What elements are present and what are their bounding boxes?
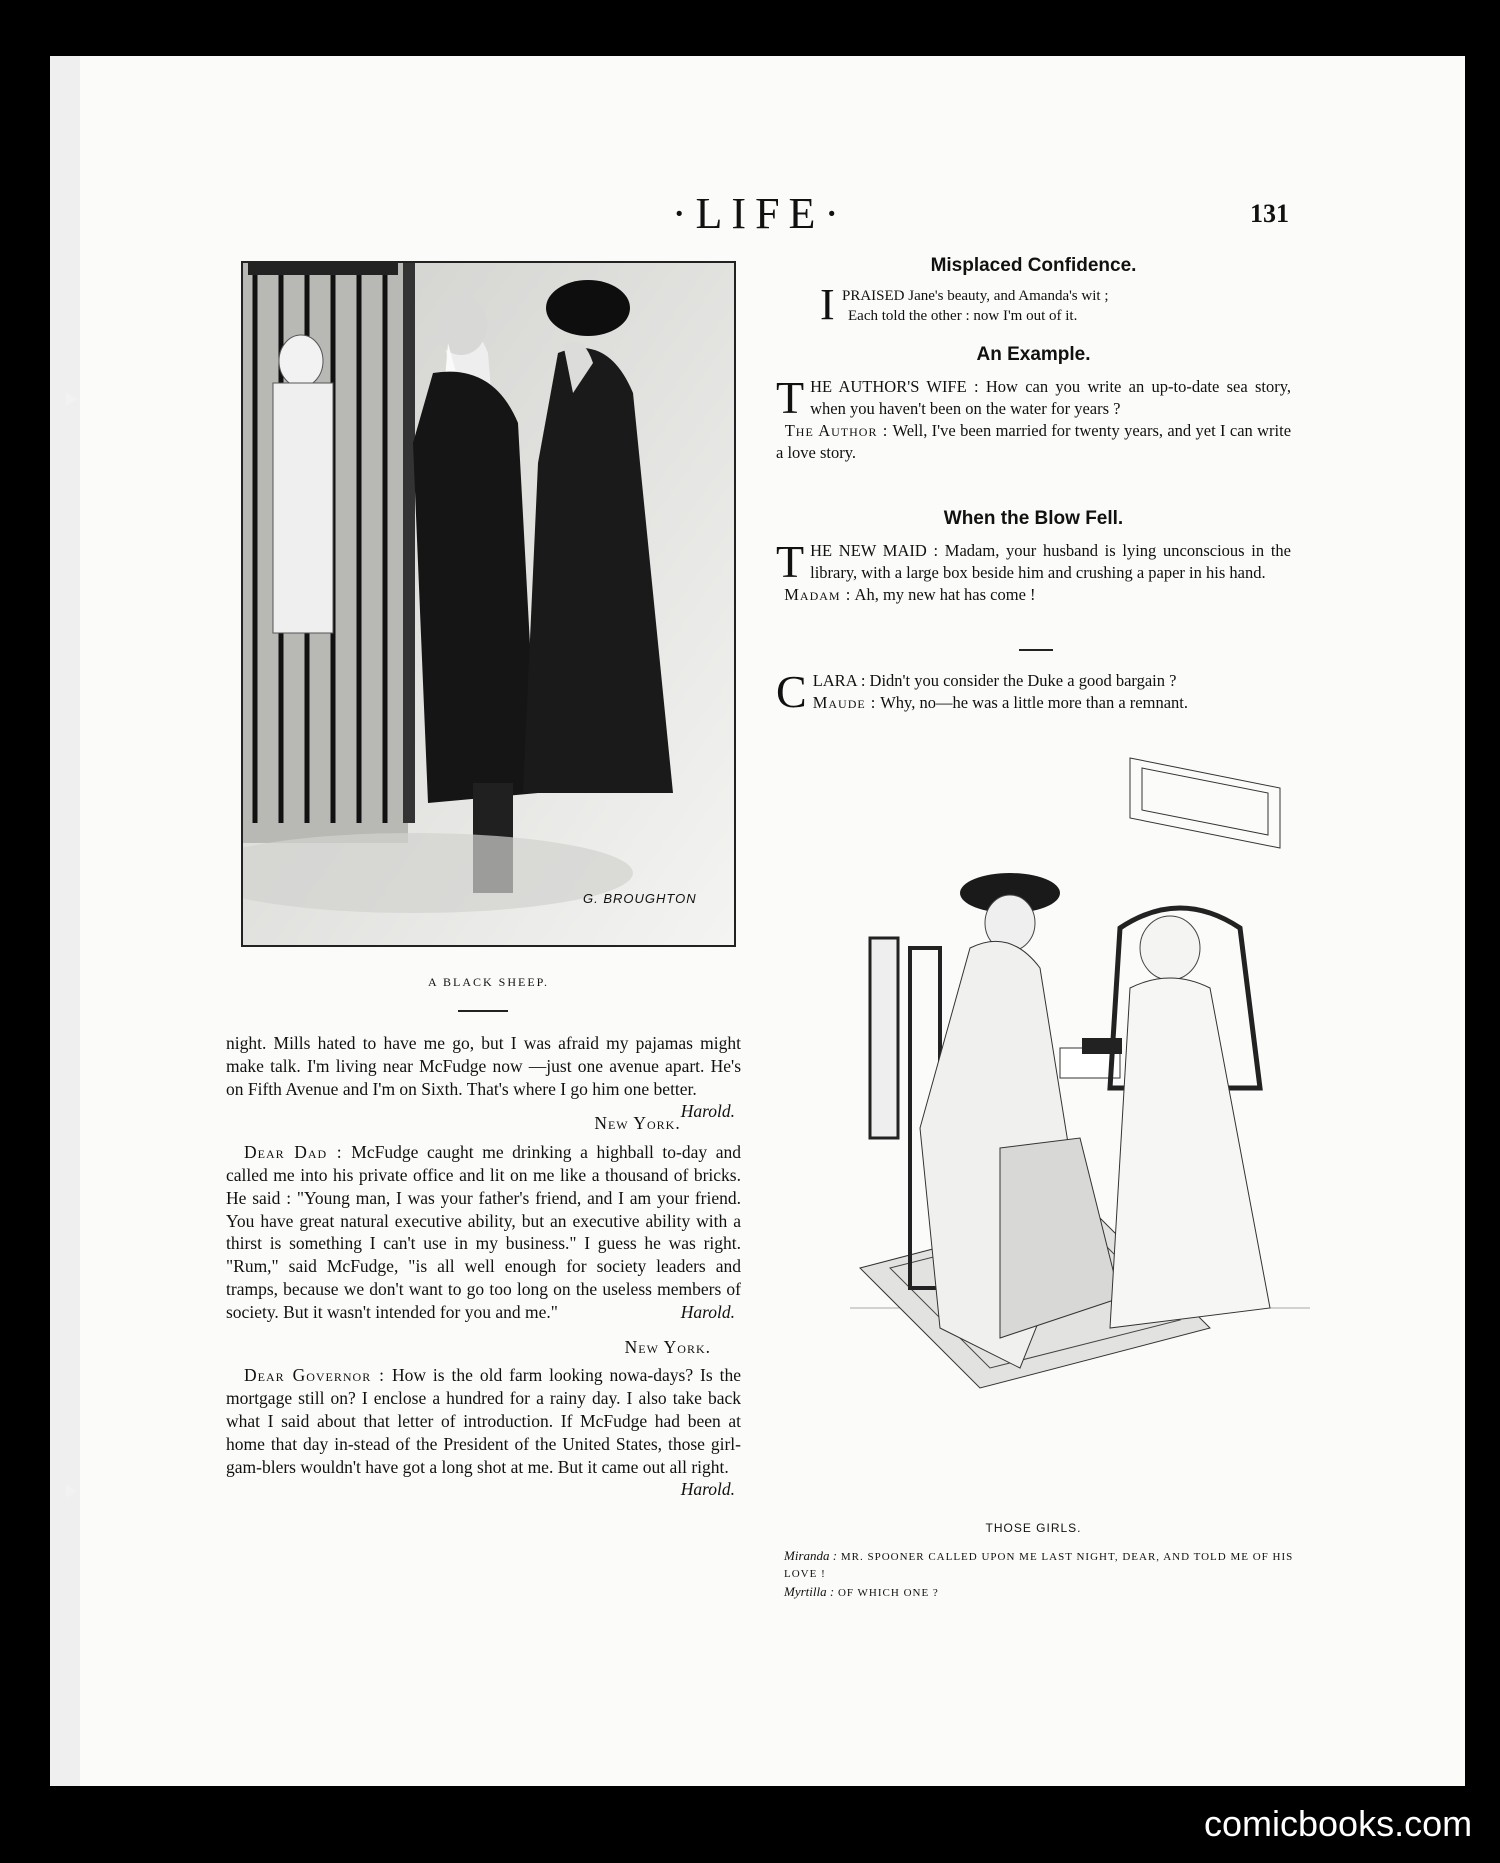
illustration-black-sheep bbox=[241, 261, 736, 947]
page-number: 131 bbox=[1250, 199, 1289, 228]
illustration-black-sheep-art bbox=[243, 263, 734, 945]
speaker: Myrtilla : bbox=[784, 1584, 835, 1599]
dropcap: C bbox=[776, 666, 807, 717]
page-gutter bbox=[50, 56, 83, 1786]
heading-when-the-blow-fell: When the Blow Fell. bbox=[943, 508, 1124, 529]
masthead: ·LIFE· bbox=[671, 189, 849, 238]
speaker: LARA : bbox=[812, 671, 866, 690]
verse-line: Each told the other : now I'm out of it. bbox=[848, 308, 1078, 324]
verse-dropcap: I bbox=[820, 280, 835, 329]
dialogue: Didn't you consider the Duke a good bargain ? bbox=[869, 671, 1177, 690]
letter-signature: Harold. bbox=[680, 1101, 735, 1122]
speaker: The Author : bbox=[784, 421, 889, 440]
dropcap: T bbox=[776, 372, 805, 423]
plate-signature: G. BROUGHTON bbox=[583, 891, 697, 906]
letter-salutation: Dear Governor : bbox=[244, 1365, 386, 1386]
letter-signature: Harold. bbox=[680, 1301, 735, 1322]
heading-an-example: An Example. bbox=[976, 344, 1091, 365]
illustration-those-girls bbox=[770, 748, 1360, 1478]
dialogue: How can you write an up-to-date sea story, when you haven't been on the water for years ? bbox=[810, 377, 1291, 418]
dialogue: MR. SPOONER CALLED UPON ME LAST NIGHT, DEAR, AND TOLD ME OF HIS LOVE ! bbox=[784, 1551, 1294, 1580]
caption-divider bbox=[458, 1010, 508, 1012]
dialogue: Well, I've been married for twenty years, and yet I can write a love story. bbox=[776, 421, 1292, 462]
verse bbox=[820, 280, 1109, 329]
letter-paragraph: How is the old farm looking nowa-days? Is the mortgage still on? I enclose a hundred for a rainy day. I also take back what I said about that letter of introduction. If McFudge had been at home that day in-stead of the President of the United States, those girl-gam-blers wouldn't have got a long shot at me. But it came out all right. bbox=[226, 1365, 741, 1477]
dropcap: T bbox=[776, 536, 805, 587]
caption-dialogue bbox=[784, 1547, 1314, 1602]
illustration-caption: THOSE GIRLS. bbox=[985, 1521, 1082, 1535]
dialogue: OF WHICH ONE ? bbox=[837, 1587, 939, 1599]
speaker: HE AUTHOR'S WIFE : bbox=[810, 377, 979, 396]
section-divider bbox=[1019, 649, 1053, 651]
left-column-text bbox=[226, 1032, 741, 1501]
heading-misplaced-confidence: Misplaced Confidence. bbox=[930, 255, 1137, 276]
plate-caption: A BLACK SHEEP. bbox=[427, 975, 550, 989]
illustration-those-girls-art bbox=[770, 748, 1360, 1478]
letter-paragraph: McFudge caught me drinking a highball to-day and called me into his private office and lit on me like a thousand of bricks. He said : "Young man, I was your father's friend, and I am your friend. You have great natural executive ability, but an executive ability with a thirst is something I can't use in my business." I guess he was right. "Rum," said McFudge, "is all well enough for society leaders and tramps, because we don't want to go too long on the useless members of society. But it wasn't intended for you and me." bbox=[226, 1142, 741, 1322]
site-watermark: comicbooks.com bbox=[1204, 1803, 1473, 1844]
blow-fell-text bbox=[776, 536, 1291, 606]
clara-maude-text bbox=[776, 666, 1291, 717]
speaker: Madam : bbox=[784, 585, 852, 604]
dialogue: Madam, your husband is lying unconscious in the library, with a large box beside him and crushing a paper in his hand. bbox=[810, 541, 1291, 582]
letter-paragraph: night. Mills hated to have me go, but I was afraid my pajamas might make talk. I'm living near McFudge now —just one avenue apart. He's on Fifth Avenue and I'm on Sixth. That's where I go him one better. bbox=[226, 1033, 741, 1099]
an-example-text bbox=[776, 372, 1292, 464]
speaker: Miranda : bbox=[784, 1548, 838, 1563]
letter-dateline: New York. bbox=[594, 1113, 681, 1134]
letter-dateline: New York. bbox=[624, 1336, 711, 1357]
dialogue: Why, no—he was a little more than a remnant. bbox=[880, 693, 1188, 712]
letter-signature: Harold. bbox=[680, 1479, 735, 1500]
margin-arrow-mark bbox=[66, 392, 77, 406]
margin-arrow-mark bbox=[66, 1484, 77, 1498]
verse-line: PRAISED Jane's beauty, and Amanda's wit ; bbox=[842, 288, 1109, 304]
dialogue: Ah, my new hat has come ! bbox=[854, 585, 1036, 604]
speaker: HE NEW MAID : bbox=[810, 541, 939, 560]
letter-salutation: Dear Dad : bbox=[244, 1142, 343, 1163]
previous-page-edge bbox=[0, 56, 80, 1786]
speaker: Maude : bbox=[812, 693, 877, 712]
